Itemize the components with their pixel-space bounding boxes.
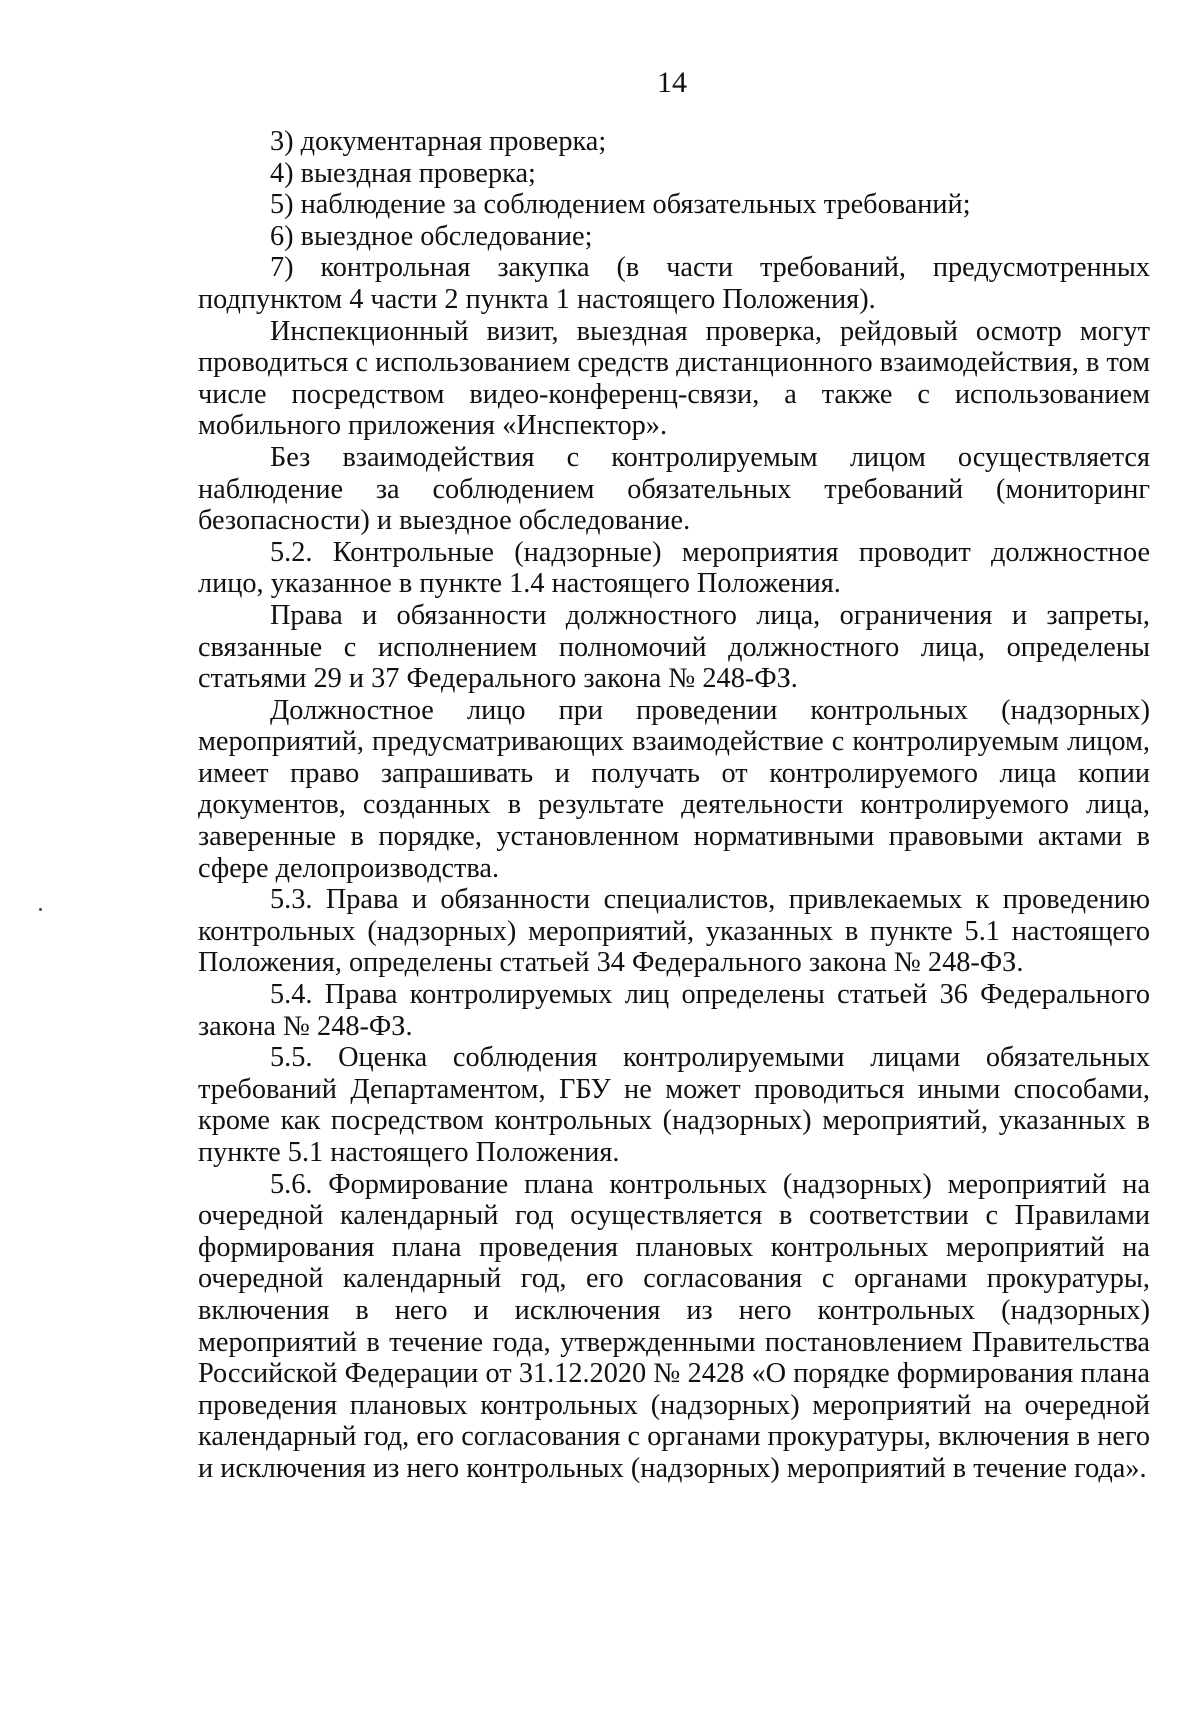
paragraph-official-request-documents: Должностное лицо при проведении контрольных (надзорных) мероприятий, предусматривающих взаимодействие с контролируемым лицом, имеет право запрашивать и получать от контролируемого лица копии документов, созданных в результате деятельности контролируемого лица, заверенные в порядке, установленном нормативными правовыми актами в сфере делопроизводства. [198,694,1150,884]
section-5-2: 5.2. Контрольные (надзорные) мероприятия проводит должностное лицо, указанное в пункте 1.4 настоящего Положения. [198,536,1150,600]
document-body [198,126,1150,1485]
scan-dot-mark [39,908,42,911]
list-item-field-survey: 6) выездное обследование; [270,220,593,252]
list-item-field-inspection: 4) выездная проверка; [270,157,536,189]
list-item-documentary-inspection: 3) документарная проверка; [270,126,607,157]
section-5-6: 5.6. Формирование плана контрольных (надзорных) мероприятий на очередной календарный год осуществляется в соответствии с Правилами формирования плана проведения плановых контрольных мероприятий на очередной календарный год, его согласования с органами прокуратуры, включения в него и исключения из него контрольных (надзорных) мероприятий в течение года, утвержденными постановлением Правительства Российской Федерации от 31.12.2020 № 2428 «О порядке формирования плана проведения плановых контрольных (надзорных) мероприятий на очередной календарный год, его согласования с органами прокуратуры, включения в него и исключения из него контрольных (надзорных) мероприятий в течение года». [198,1168,1150,1484]
section-5-3: 5.3. Права и обязанности специалистов, привлекаемых к проведению контрольных (надзорных) мероприятий, указанных в пункте 5.1 настоящего Положения, определены статьей 34 Федерального закона № 248-ФЗ. [198,884,1150,979]
list-item-compliance-monitoring: 5) наблюдение за соблюдением обязательных требований; [270,189,971,221]
page-number: 14 [657,66,687,99]
paragraph-without-interaction: Без взаимодействия с контролируемым лицом осуществляется наблюдение за соблюдением обязательных требований (мониторинг безопасности) и выездное обследование. [198,441,1150,537]
paragraph-remote-interaction: Инспекционный визит, выездная проверка, рейдовый осмотр могут проводиться с использованием средств дистанционного взаимодействия, в том числе посредством видео-конференц-связи, а также с использованием мобильного приложения «Инспектор». [198,315,1150,442]
section-5-5: 5.5. Оценка соблюдения контролируемыми лицами обязательных требований Департаментом, ГБУ не может проводиться иными способами, кроме как посредством контрольных (надзорных) мероприятий, указанных в пункте 5.1 настоящего Положения. [198,1042,1150,1168]
list-item-control-purchase: 7) контрольная закупка (в части требований, предусмотренных подпунктом 4 части 2 пункта 1 настоящего Положения). [198,252,1150,315]
section-5-4: 5.4. Права контролируемых лиц определены статьей 36 Федерального закона № 248-ФЗ. [198,979,1150,1042]
paragraph-official-rights: Права и обязанности должностного лица, ограничения и запреты, связанные с исполнением полномочий должностного лица, определены статьями 29 и 37 Федерального закона № 248-ФЗ. [198,599,1150,695]
